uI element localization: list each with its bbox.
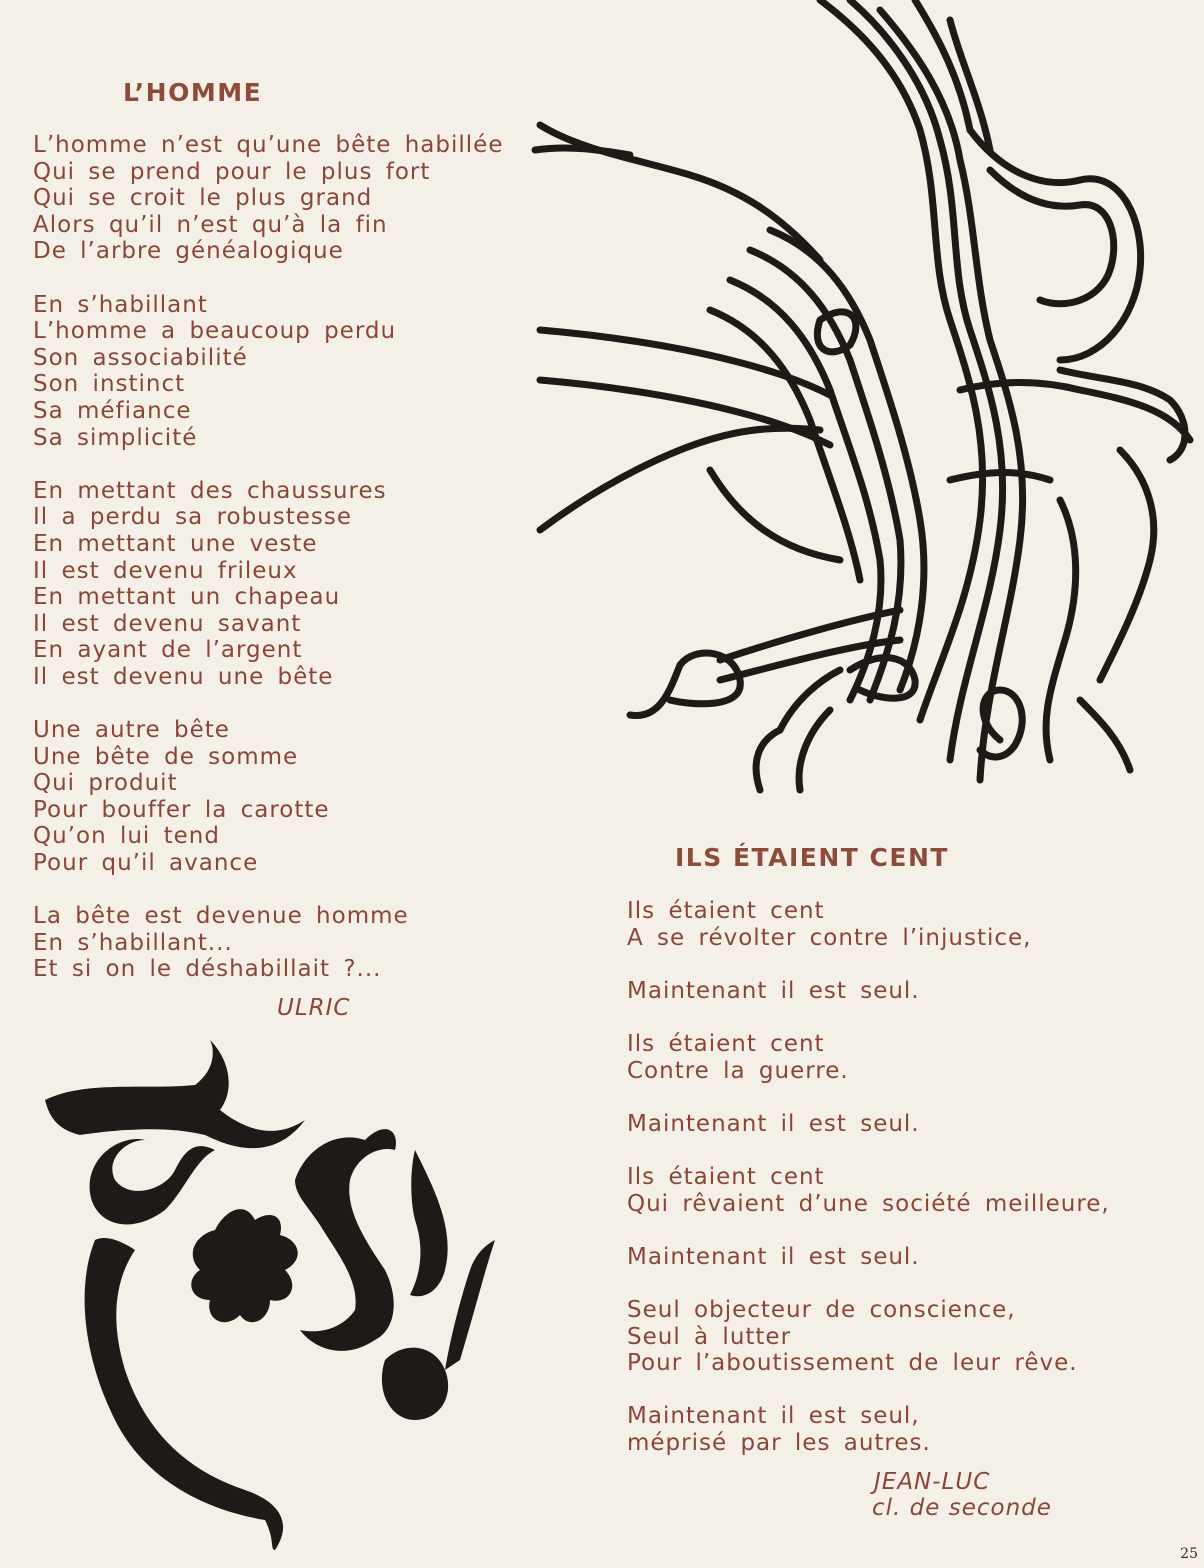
poem-line: Seul objecteur de conscience, (627, 1296, 1016, 1323)
stanza (627, 978, 1110, 1005)
poem-line: Qui rêvaient d’une société meilleure, (627, 1190, 1110, 1217)
tree-left-branches (535, 125, 915, 790)
poem-line: Sa simplicité (33, 424, 198, 451)
poem-line: Seul à lutter (627, 1323, 792, 1350)
poem-line: Qui se prend pour le plus fort (33, 158, 431, 185)
ink-shapes (45, 1040, 495, 1550)
poem-line: En ayant de l’argent (33, 637, 303, 664)
poem-line: Alors qu’il n’est qu’à la fin (33, 211, 388, 238)
stanza (627, 1111, 1110, 1138)
poem-line: Pour qu’il avance (33, 850, 259, 877)
poem-line: En s’habillant... (33, 929, 233, 956)
poem1-body (33, 132, 503, 983)
poem2-author: JEAN-LUC (874, 1469, 991, 1495)
poem1-title: L’HOMME (123, 78, 263, 107)
poem-line: Sa méfiance (33, 397, 192, 424)
poem-line: L’homme a beaucoup perdu (33, 318, 397, 345)
poem-line: En mettant une veste (33, 530, 318, 557)
poem-line: Maintenant il est seul. (627, 1243, 920, 1270)
poem-line: A se révolter contre l’injustice, (627, 924, 1032, 951)
poem-line: En mettant un chapeau (33, 584, 341, 611)
poem-line: Maintenant il est seul. (627, 977, 920, 1004)
poem-line: Une autre bête (33, 717, 230, 744)
stanza (627, 1164, 1110, 1217)
poem-line: Maintenant il est seul, (627, 1403, 920, 1430)
stanza (627, 1031, 1110, 1084)
poem2-body (627, 898, 1110, 1456)
poem-line: L’homme n’est qu’une bête habillée (33, 132, 504, 158)
poem-line: méprisé par les autres. (627, 1429, 931, 1456)
tree-right-branches (950, 130, 1190, 770)
stanza (33, 717, 503, 877)
poem-line: Son instinct (33, 371, 186, 398)
stanza (627, 898, 1110, 951)
poem-line: En mettant des chaussures (33, 477, 387, 504)
poem2-author-class: cl. de seconde (872, 1495, 1052, 1521)
stanza (627, 1403, 1110, 1456)
stanza (627, 1244, 1110, 1271)
poem-line: Maintenant il est seul. (627, 1110, 920, 1137)
poem-line: Ils étaient cent (627, 1030, 825, 1057)
poem-line: Ils étaient cent (627, 1163, 825, 1190)
poem1-author: ULRIC (277, 995, 351, 1021)
poem-line: Il a perdu sa robustesse (33, 504, 353, 531)
poem-line: Ils étaient cent (627, 898, 825, 924)
poem2-title: ILS ÉTAIENT CENT (675, 843, 949, 872)
stanza (33, 132, 503, 265)
poem-line: En s’habillant (33, 291, 208, 318)
stanza (627, 1297, 1110, 1377)
poem-line: Contre la guerre. (627, 1057, 849, 1084)
poem-line: Il est devenu une bête (33, 663, 334, 690)
stanza (33, 903, 503, 983)
tree-line-drawing (520, 0, 1204, 800)
poem-line: De l’arbre généalogique (33, 238, 344, 265)
abstract-ink-ornament (45, 1040, 495, 1550)
poem-line: Et si on le déshabillait ?... (33, 956, 382, 983)
poem-line: Qui produit (33, 770, 178, 797)
poem-line: Il est devenu frileux (33, 557, 298, 584)
page-number: 25 (1180, 1546, 1198, 1562)
poem-line: Son associabilité (33, 344, 248, 371)
poem-line: Pour l’aboutissement de leur rêve. (627, 1350, 1078, 1377)
poem-line: Pour bouffer la carotte (33, 796, 330, 823)
poem-line: Qu’on lui tend (33, 823, 220, 850)
poem-line: Une bête de somme (33, 743, 299, 770)
poem-line: Il est devenu savant (33, 610, 302, 637)
stanza (33, 292, 503, 452)
poem-line: Qui se croit le plus grand (33, 185, 373, 212)
stanza (33, 478, 503, 691)
poem-line: La bête est devenue homme (33, 903, 409, 930)
